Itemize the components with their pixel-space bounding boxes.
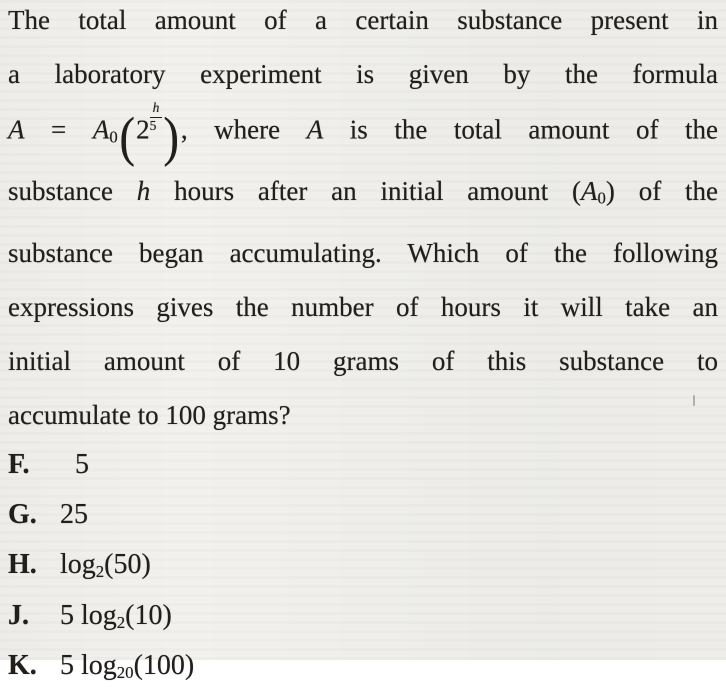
question-line-4-var-A: A — [581, 176, 598, 207]
fraction-numerator-h: h — [150, 101, 163, 118]
question-line-3-text-a: where — [187, 114, 307, 145]
formula-var-A: A — [8, 114, 25, 145]
formula-comma: , — [180, 114, 188, 145]
fraction-denominator-5: 5 — [149, 117, 157, 133]
option-row-H — [8, 543, 718, 593]
question-line-1: The total amount of a certain substance present in — [8, 5, 718, 35]
option-K-func: log — [81, 649, 117, 681]
question-line-4 — [8, 164, 718, 226]
option-letter-K: K. — [8, 649, 37, 681]
option-F-pre: 5 — [75, 449, 89, 480]
option-J-func: log — [81, 599, 117, 631]
question-line-3-formula: A = A0(2 $\frac{h}{5}$ ), where A is the total amount of the — [8, 100, 718, 168]
option-K-pre: 5 — [60, 649, 81, 681]
option-K-base: 20 — [116, 662, 134, 682]
option-row-J — [8, 594, 718, 644]
question-line-6: expressions gives the number of hours it will take an — [8, 291, 718, 322]
option-J-pre: 5 — [60, 599, 81, 631]
question-line-2: a laboratory experiment is given by the formula — [8, 59, 718, 89]
question-line-4-text-c: ) of the — [605, 176, 719, 207]
question-line-4-A-subscript: 0 — [597, 188, 606, 208]
option-letter-H: H. — [8, 549, 37, 581]
formula-A0-subscript: 0 — [109, 127, 118, 147]
option-value-H — [60, 543, 151, 593]
option-K-arg: (100) — [133, 649, 195, 681]
option-letter-F: F. — [8, 449, 30, 480]
question-line-5: substance began accumulating. Which of the following — [8, 237, 718, 268]
option-value-F — [60, 443, 89, 493]
formula-var-A0: A — [92, 114, 110, 145]
formula-exponent-fraction — [150, 101, 163, 134]
option-H-arg: (50) — [104, 549, 151, 581]
option-row-G — [8, 493, 718, 543]
option-row-K — [8, 644, 718, 694]
formula-equals: = — [24, 114, 93, 145]
option-G-pre: 25 — [60, 499, 88, 531]
question-line-7: initial amount of 10 grams of this substance to — [8, 345, 718, 376]
scan-artifact — [693, 395, 695, 406]
question-line-3-text-b: is the total amount of the — [323, 114, 718, 145]
option-letter-G: G. — [8, 499, 37, 531]
question-line-4-text-a: substance — [8, 176, 137, 207]
option-row-F — [8, 443, 718, 493]
question-line-3-var-A: A — [306, 114, 324, 145]
option-value-G — [60, 493, 88, 543]
formula-base-2: 2 — [136, 114, 150, 145]
option-H-base: 2 — [95, 562, 105, 582]
option-value-J — [60, 594, 172, 644]
question-text — [8, 0, 718, 442]
option-H-func: log — [60, 549, 96, 581]
option-J-arg: (10) — [125, 599, 172, 631]
question-line-4-var-h: h — [136, 176, 151, 207]
question-line-8: accumulate to 100 grams? — [8, 399, 291, 430]
option-J-base: 2 — [116, 612, 126, 632]
answer-options — [8, 443, 718, 694]
option-value-K — [60, 644, 194, 694]
question-line-4-text-b: hours after an initial amount ( — [150, 176, 582, 207]
option-letter-J: J. — [8, 599, 29, 631]
